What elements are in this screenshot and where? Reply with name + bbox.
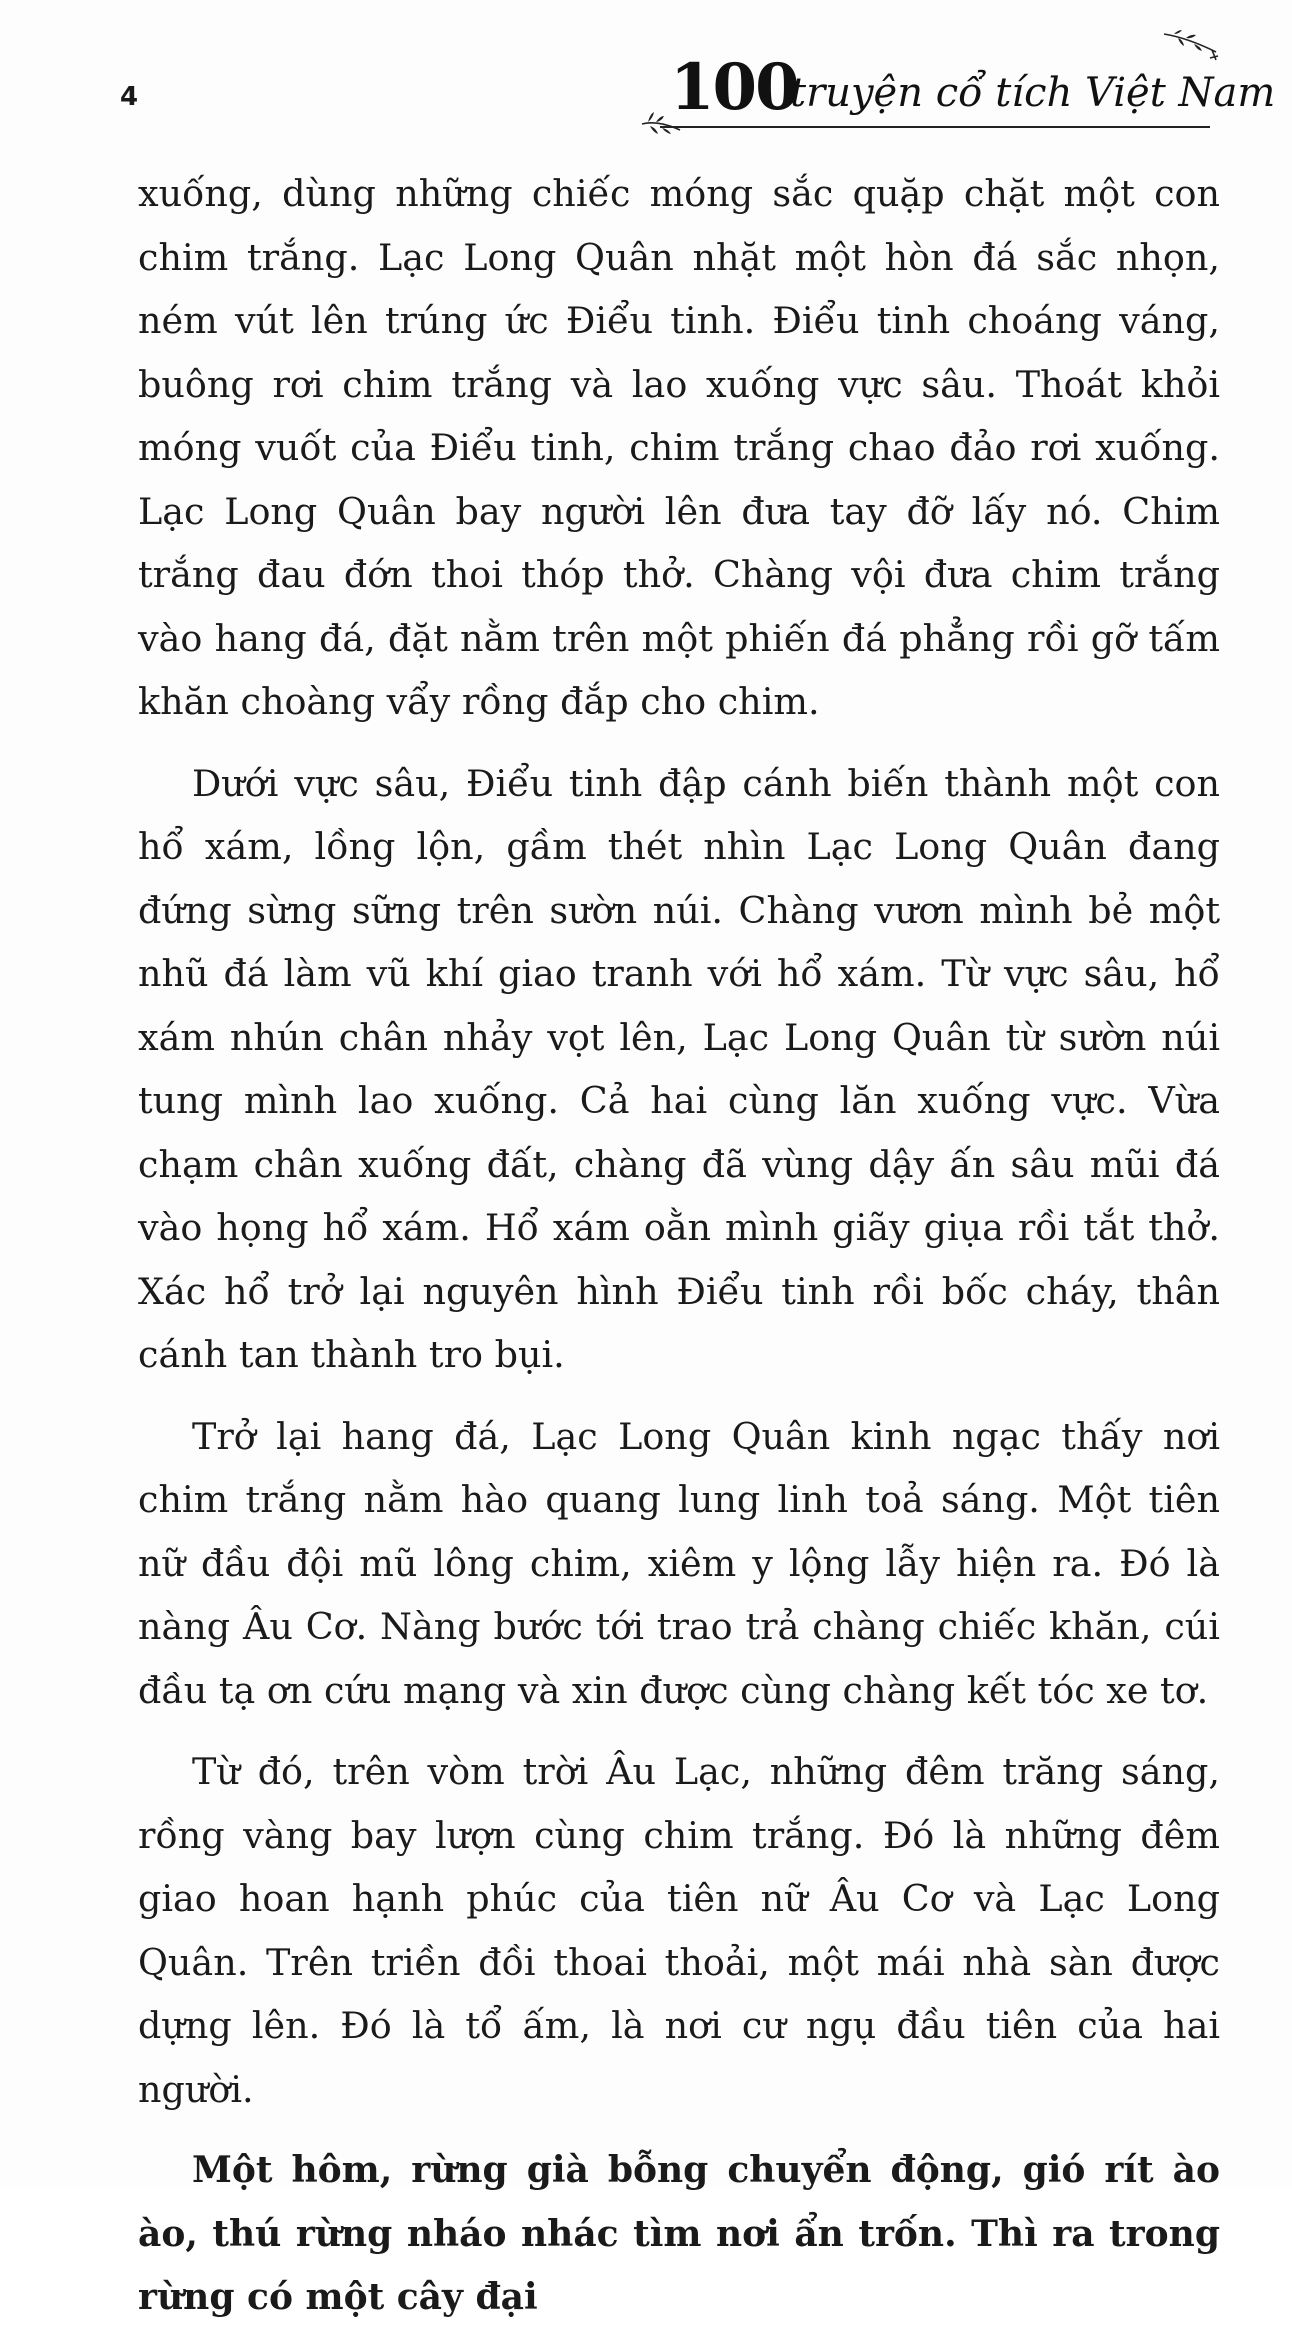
header-book-title: truyện cổ tích Việt Nam: [790, 70, 1276, 116]
paragraph: Trở lại hang đá, Lạc Long Quân kinh ngạc thấy nơi chim trắng nằm hào quang lung linh toả sáng. Một tiên nữ đầu đội mũ lông chim, xiêm y lộng lẫy hiện ra. Đó là nàng Âu Cơ. Nàng bước tới trao trả chàng chiếc khăn, cúi đầu tạ ơn cứu mạng và xin được cùng chàng kết tóc xe tơ.: [138, 1414, 1220, 1712]
header-underline: [660, 126, 1210, 128]
story-text: [138, 162, 1220, 2348]
running-header: [640, 28, 1276, 148]
leaf-ornament-right-icon: [1160, 28, 1220, 72]
paragraph: Từ đó, trên vòm trời Âu Lạc, những đêm trăng sáng, rồng vàng bay lượn cùng chim trắng. Đó là những đêm giao hoan hạnh phúc của tiên nữ Âu Cơ và Lạc Long Quân. Trên triền đồi thoai thoải, một mái nhà sàn được dựng lên. Đó là tổ ấm, là nơi cư ngụ đầu tiên của hai người.: [138, 1750, 1220, 2111]
paragraph: Dưới vực sâu, Điểu tinh đập cánh biến thành một con hổ xám, lồng lộn, gầm thét nhìn Lạc Long Quân đang đứng sừng sững trên sườn núi. Chàng vươn mình bẻ một nhũ đá làm vũ khí giao tranh với hổ xám. Từ vực sâu, hổ xám nhún chân nhảy vọt lên, Lạc Long Quân từ sườn núi tung mình lao xuống. Cả hai cùng lăn xuống vực. Vừa chạm chân xuống đất, chàng đã vùng dậy ấn sâu mũi đá vào họng hổ xám. Hổ xám oằn mình giãy giụa rồi tắt thở. Xác hổ trở lại nguyên hình Điểu tinh rồi bốc cháy, thân cánh tan thành tro bụi.: [138, 761, 1220, 1376]
paragraph: xuống, dùng những chiếc móng sắc quặp chặt một con chim trắng. Lạc Long Quân nhặt một hòn đá sắc nhọn, ném vút lên trúng ức Điểu tinh. Điểu tinh choáng váng, buông rơi chim trắng và lao xuống vực sâu. Thoát khỏi móng vuốt của Điểu tinh, chim trắng chao đảo rơi xuống. Lạc Long Quân bay người lên đưa tay đỡ lấy nó. Chim trắng đau đớn thoi thóp thở. Chàng vội đưa chim trắng vào hang đá, đặt nằm trên một phiến đá phẳng rồi gỡ tấm khăn choàng vẩy rồng đắp cho chim.: [138, 172, 1220, 723]
paragraph: Một hôm, rừng già bỗng chuyển động, gió rít ào ào, thú rừng nháo nhác tìm nơi ẩn trốn. Thì ra trong rừng có một cây đại: [138, 2149, 1220, 2318]
page-number: 4: [120, 82, 139, 112]
header-book-number: 100: [670, 50, 798, 125]
